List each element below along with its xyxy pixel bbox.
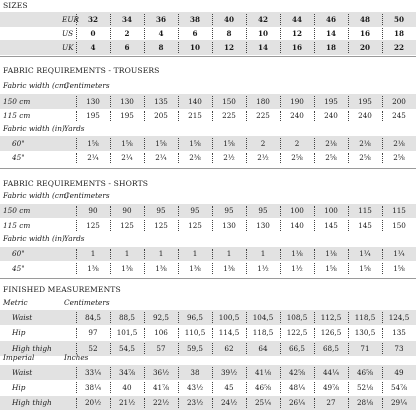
table-cell: 2¼ xyxy=(121,153,133,163)
table-cell: 39½ xyxy=(220,367,238,377)
table-cell: 124,5 xyxy=(388,312,410,322)
trousers-row-label: 150 cm xyxy=(3,96,31,106)
table-cell: 40 xyxy=(223,14,234,24)
table-cell: 48¼ xyxy=(288,383,306,393)
table-cell: 101,5 xyxy=(116,328,138,338)
table-cell: 1⅝ xyxy=(87,138,99,148)
table-cell: 2⅝ xyxy=(359,153,371,163)
size-row-label: US xyxy=(62,28,74,38)
table-cell: 118,5 xyxy=(252,328,274,338)
imperial-row-label: Waist xyxy=(12,367,33,377)
table-cell: 22 xyxy=(393,42,404,52)
table-cell: 26¼ xyxy=(288,398,306,408)
size-row xyxy=(0,40,416,55)
table-cell: 215 xyxy=(188,111,202,121)
table-cell: 200 xyxy=(392,96,406,106)
table-cell: 20 xyxy=(359,42,370,52)
size-row-label: UK xyxy=(62,42,74,52)
table-cell: 125 xyxy=(86,220,100,230)
table-cell: 23½ xyxy=(186,398,204,408)
table-cell: 14 xyxy=(257,42,268,52)
table-cell: 41⅛ xyxy=(254,367,272,377)
trousers-row-label: 45" xyxy=(12,153,25,163)
table-cell: 1⅜ xyxy=(189,263,201,273)
table-cell: 145 xyxy=(324,220,338,230)
table-cell: 2 xyxy=(124,28,130,38)
table-cell: 195 xyxy=(324,96,338,106)
table-cell: 25¼ xyxy=(254,398,272,408)
table-cell: 1⅝ xyxy=(359,263,371,273)
table-cell: 1⅝ xyxy=(325,263,337,273)
table-cell: 6 xyxy=(124,42,130,52)
trousers-cm-header-label: Fabric width (cm) xyxy=(3,81,69,90)
table-cell: 195 xyxy=(120,111,134,121)
table-cell: 16 xyxy=(359,28,370,38)
table-cell: 14 xyxy=(325,28,336,38)
table-cell: 2⅛ xyxy=(359,138,371,148)
table-cell: 1¼ xyxy=(359,249,371,259)
table-cell: 115 xyxy=(358,206,372,216)
table-cell: 16 xyxy=(291,42,302,52)
table-cell: 2⅛ xyxy=(393,138,405,148)
table-cell: 33¼ xyxy=(84,367,102,377)
shorts-row-label: 150 cm xyxy=(3,206,31,216)
table-cell: 21½ xyxy=(118,398,136,408)
table-cell: 1⅜ xyxy=(155,263,167,273)
shorts-row-label: 45" xyxy=(12,263,25,273)
table-cell: 92,5 xyxy=(152,312,169,322)
table-cell: 22½ xyxy=(152,398,170,408)
size-row-label: EUR xyxy=(62,14,79,24)
table-cell: 38¼ xyxy=(84,383,102,393)
metric-row-label: Waist xyxy=(12,312,33,322)
metric-row xyxy=(0,326,416,341)
table-cell: 150 xyxy=(392,220,406,230)
table-cell: 95 xyxy=(258,206,268,216)
table-cell: 54⅞ xyxy=(390,383,408,393)
table-cell: 48 xyxy=(359,14,370,24)
table-cell: 62 xyxy=(224,343,234,353)
table-cell: 245 xyxy=(392,111,406,121)
table-cell: 50 xyxy=(393,14,404,24)
metric-header-label: Metric xyxy=(3,298,28,307)
table-cell: 100,5 xyxy=(218,312,240,322)
table-cell: 1 xyxy=(260,249,266,259)
trousers-row xyxy=(0,136,416,151)
table-cell: 4 xyxy=(158,28,164,38)
shorts-cm-header-label: Fabric width (cm) xyxy=(3,191,69,200)
table-cell: 8 xyxy=(158,42,164,52)
table-cell: 1⅜ xyxy=(87,263,99,273)
table-cell: 95 xyxy=(224,206,234,216)
table-cell: 18 xyxy=(393,28,404,38)
table-cell: 1⅝ xyxy=(223,138,235,148)
table-cell: 12 xyxy=(291,28,302,38)
table-cell: 90 xyxy=(88,206,98,216)
imperial-header-label: Imperial xyxy=(3,353,35,362)
table-cell: 108,5 xyxy=(286,312,308,322)
table-cell: 130 xyxy=(256,220,270,230)
table-cell: 27 xyxy=(326,398,336,408)
table-cell: 1⅛ xyxy=(325,249,337,259)
table-cell: 190 xyxy=(290,96,304,106)
table-cell: 24½ xyxy=(220,398,238,408)
table-cell: 1 xyxy=(192,249,198,259)
table-cell: 1¼ xyxy=(393,249,405,259)
table-cell: 2⅝ xyxy=(393,153,405,163)
table-cell: 114,5 xyxy=(218,328,240,338)
imperial-row-label: High thigh xyxy=(12,398,52,408)
table-cell: 96,5 xyxy=(186,312,203,322)
shorts-in-header-label: Fabric width (in) xyxy=(3,234,65,243)
table-cell: 1 xyxy=(90,249,96,259)
table-cell: 1⅜ xyxy=(223,263,235,273)
table-cell: 104,5 xyxy=(252,312,274,322)
table-cell: 49⅞ xyxy=(322,383,340,393)
trousers-row xyxy=(0,151,416,166)
table-cell: 66,5 xyxy=(288,343,305,353)
table-cell: 44¼ xyxy=(322,367,340,377)
table-cell: 46⅝ xyxy=(356,367,374,377)
table-cell: 40 xyxy=(122,383,132,393)
table-cell: 29¼ xyxy=(390,398,408,408)
table-cell: 2¼ xyxy=(155,153,167,163)
divider xyxy=(0,56,416,57)
finished-title: FINISHED MEASUREMENTS xyxy=(3,285,121,294)
trousers-cm-header-unit: Centimeters xyxy=(64,81,110,90)
table-cell: 2¼ xyxy=(87,153,99,163)
imperial-header-unit: Inches xyxy=(64,353,89,362)
table-cell: 130 xyxy=(120,96,134,106)
table-cell: 1 xyxy=(124,249,130,259)
table-cell: 42⅝ xyxy=(288,367,306,377)
table-cell: 28⅛ xyxy=(356,398,374,408)
table-cell: 2½ xyxy=(223,153,235,163)
table-cell: 2 xyxy=(260,138,266,148)
table-cell: 112,5 xyxy=(320,312,342,322)
table-cell: 125 xyxy=(188,220,202,230)
table-cell: 52 xyxy=(88,343,98,353)
table-cell: 10 xyxy=(257,28,268,38)
table-cell: 1⅛ xyxy=(291,249,303,259)
shorts-in-header-unit: Yards xyxy=(64,234,85,243)
table-cell: 1⅝ xyxy=(155,138,167,148)
table-cell: 125 xyxy=(120,220,134,230)
trousers-in-header-label: Fabric width (in) xyxy=(3,124,65,133)
shorts-row xyxy=(0,247,416,262)
imperial-row xyxy=(0,396,416,411)
table-cell: 59,5 xyxy=(186,343,203,353)
table-cell: 225 xyxy=(222,111,236,121)
table-cell: 135 xyxy=(154,96,168,106)
divider xyxy=(0,168,416,169)
table-cell: 18 xyxy=(325,42,336,52)
table-cell: 44 xyxy=(291,14,302,24)
table-cell: 49 xyxy=(394,367,404,377)
imperial-row xyxy=(0,380,416,395)
shorts-row xyxy=(0,204,416,219)
table-cell: 41⅞ xyxy=(152,383,170,393)
size-row xyxy=(0,26,416,41)
table-cell: 1 xyxy=(226,249,232,259)
table-cell: 12 xyxy=(223,42,234,52)
table-cell: 71 xyxy=(360,343,370,353)
table-cell: 73 xyxy=(394,343,404,353)
table-cell: 84,5 xyxy=(84,312,101,322)
table-cell: 68,5 xyxy=(322,343,339,353)
trousers-row-label: 115 cm xyxy=(3,111,31,121)
table-cell: 42 xyxy=(257,14,268,24)
trousers-row xyxy=(0,94,416,109)
table-cell: 36 xyxy=(155,14,166,24)
table-cell: 1⅜ xyxy=(121,263,133,273)
table-cell: 115 xyxy=(392,206,406,216)
metric-row-label: Hip xyxy=(12,328,26,338)
metric-row-label: High thigh xyxy=(12,343,52,353)
table-cell: 90 xyxy=(122,206,132,216)
table-cell: 38 xyxy=(190,367,200,377)
table-cell: 126,5 xyxy=(320,328,342,338)
table-cell: 2⅜ xyxy=(189,153,201,163)
table-cell: 45 xyxy=(224,383,234,393)
table-cell: 125 xyxy=(154,220,168,230)
imperial-row-label: Hip xyxy=(12,383,26,393)
trousers-title: FABRIC REQUIREMENTS - TROUSERS xyxy=(3,66,160,75)
table-cell: 34 xyxy=(121,14,132,24)
table-cell: 20½ xyxy=(84,398,102,408)
table-cell: 2⅝ xyxy=(325,153,337,163)
table-cell: 1⅝ xyxy=(393,263,405,273)
table-cell: 46⅝ xyxy=(254,383,272,393)
table-cell: 88,5 xyxy=(118,312,135,322)
table-cell: 205 xyxy=(154,111,168,121)
table-cell: 4 xyxy=(90,42,96,52)
table-cell: 118,5 xyxy=(354,312,376,322)
trousers-row xyxy=(0,109,416,124)
table-cell: 10 xyxy=(189,42,200,52)
table-cell: 95 xyxy=(190,206,200,216)
table-cell: 97 xyxy=(88,328,98,338)
metric-header-unit: Centimeters xyxy=(64,298,110,307)
table-cell: 1½ xyxy=(257,263,269,273)
divider xyxy=(0,278,416,279)
shorts-row xyxy=(0,261,416,276)
table-cell: 145 xyxy=(358,220,372,230)
table-cell: 0 xyxy=(90,28,96,38)
table-cell: 180 xyxy=(256,96,270,106)
metric-row xyxy=(0,310,416,325)
sizes-title: SIZES xyxy=(3,1,28,10)
table-cell: 1 xyxy=(158,249,164,259)
table-cell: 135 xyxy=(392,328,406,338)
metric-row xyxy=(0,341,416,356)
table-cell: 1⅝ xyxy=(121,138,133,148)
table-cell: 46 xyxy=(325,14,336,24)
table-cell: 100 xyxy=(324,206,338,216)
table-cell: 8 xyxy=(226,28,232,38)
table-cell: 240 xyxy=(358,111,372,121)
shorts-cm-header-unit: Centimeters xyxy=(64,191,110,200)
table-cell: 225 xyxy=(256,111,270,121)
table-cell: 64 xyxy=(258,343,268,353)
table-cell: 195 xyxy=(86,111,100,121)
table-cell: 110,5 xyxy=(184,328,206,338)
table-cell: 38 xyxy=(189,14,200,24)
table-cell: 130 xyxy=(86,96,100,106)
table-cell: 2 xyxy=(294,138,300,148)
shorts-row xyxy=(0,218,416,233)
table-cell: 34⅞ xyxy=(118,367,136,377)
shorts-row-label: 115 cm xyxy=(3,220,31,230)
table-cell: 57 xyxy=(156,343,166,353)
shorts-title: FABRIC REQUIREMENTS - SHORTS xyxy=(3,179,149,188)
table-cell: 240 xyxy=(290,111,304,121)
table-cell: 2⅝ xyxy=(291,153,303,163)
table-cell: 1½ xyxy=(291,263,303,273)
table-cell: 52⅛ xyxy=(356,383,374,393)
table-cell: 240 xyxy=(324,111,338,121)
table-cell: 36½ xyxy=(152,367,170,377)
imperial-row xyxy=(0,365,416,380)
table-cell: 195 xyxy=(358,96,372,106)
table-cell: 6 xyxy=(192,28,198,38)
size-row xyxy=(0,12,416,27)
table-cell: 140 xyxy=(188,96,202,106)
table-cell: 32 xyxy=(87,14,98,24)
table-cell: 150 xyxy=(222,96,236,106)
trousers-row-label: 60" xyxy=(12,138,25,148)
trousers-in-header-unit: Yards xyxy=(64,124,85,133)
table-cell: 100 xyxy=(290,206,304,216)
table-cell: 106 xyxy=(154,328,168,338)
table-cell: 2½ xyxy=(257,153,269,163)
table-cell: 1⅝ xyxy=(189,138,201,148)
table-cell: 54,5 xyxy=(118,343,135,353)
table-cell: 130 xyxy=(222,220,236,230)
table-cell: 122,5 xyxy=(286,328,308,338)
table-cell: 43½ xyxy=(186,383,204,393)
shorts-row-label: 60" xyxy=(12,249,25,259)
table-cell: 2⅛ xyxy=(325,138,337,148)
table-cell: 140 xyxy=(290,220,304,230)
table-cell: 130,5 xyxy=(354,328,376,338)
table-cell: 95 xyxy=(156,206,166,216)
